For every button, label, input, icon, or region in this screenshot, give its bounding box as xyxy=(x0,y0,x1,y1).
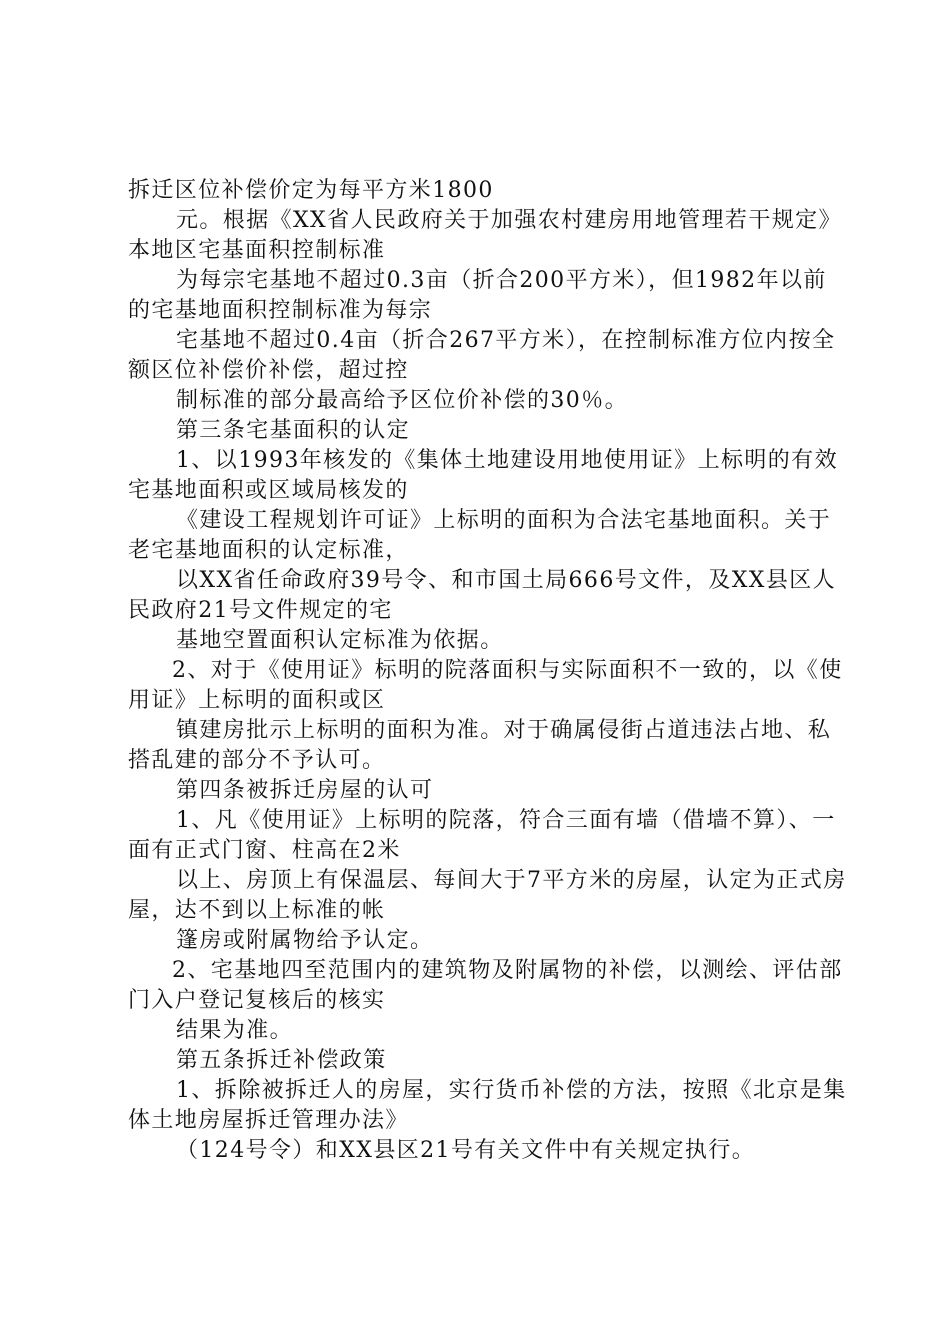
section-heading: 第五条拆迁补偿政策 xyxy=(176,1048,387,1073)
paragraph: 篷房或附属物给予认定。 xyxy=(176,928,434,953)
paragraph: 元。根据《XX省人民政府关于加强农村建房用地管理若干规定》本地区宅基面积控制标准 xyxy=(128,208,842,263)
paragraph: 镇建房批示上标明的面积为准。对于确属侵街占道违法占地、私搭乱建的部分不予认可。 xyxy=(128,718,832,773)
paragraph: 《建设工程规划许可证》上标明的面积为合法宅基地面积。关于老宅基地面积的认定标准， xyxy=(128,508,832,563)
paragraph: 宅基地不超过0.4亩（折合267平方米），在控制标准方位内按全额区位补偿价补偿，超过控 xyxy=(128,328,836,383)
paragraph: 2、对于《使用证》标明的院落面积与实际面积不一致的，以《使用证》上标明的面积或区 xyxy=(128,658,843,713)
paragraph: 1、凡《使用证》上标明的院落，符合三面有墙（借墙不算）、一面有正式门窗、柱高在2米 xyxy=(128,808,836,863)
paragraph: 结果为准。 xyxy=(176,1018,294,1043)
document-body xyxy=(128,176,848,1166)
paragraph: （124号令）和XX县区21号有关文件中有关规定执行。 xyxy=(176,1138,756,1163)
paragraph: 拆迁区位补偿价定为每平方米1800 xyxy=(128,178,494,203)
paragraph: 以上、房顶上有保温层、每间大于7平方米的房屋，认定为正式房屋，达不到以上标准的帐 xyxy=(128,868,847,923)
paragraph: 1、拆除被拆迁人的房屋，实行货币补偿的方法，按照《北京是集体土地房屋拆迁管理办法》 xyxy=(128,1078,847,1133)
paragraph: 1、以1993年核发的《集体土地建设用地使用证》上标明的有效宅基地面积或区域局核发的 xyxy=(128,448,838,503)
section-heading: 第三条宅基面积的认定 xyxy=(176,418,411,443)
paragraph: 以XX省任命政府39号令、和市国土局666号文件，及XX县区人民政府21号文件规定的宅 xyxy=(128,568,837,623)
paragraph: 制标准的部分最高给予区位价补偿的30％。 xyxy=(176,388,628,413)
section-heading: 第四条被拆迁房屋的认可 xyxy=(176,778,434,803)
paragraph: 为每宗宅基地不超过0.3亩（折合200平方米），但1982年以前的宅基地面积控制标准为每宗 xyxy=(128,268,827,323)
paragraph: 基地空置面积认定标准为依据。 xyxy=(176,628,504,653)
paragraph: 2、宅基地四至范围内的建筑物及附属物的补偿，以测绘、评估部门入户登记复核后的核实 xyxy=(128,958,843,1013)
